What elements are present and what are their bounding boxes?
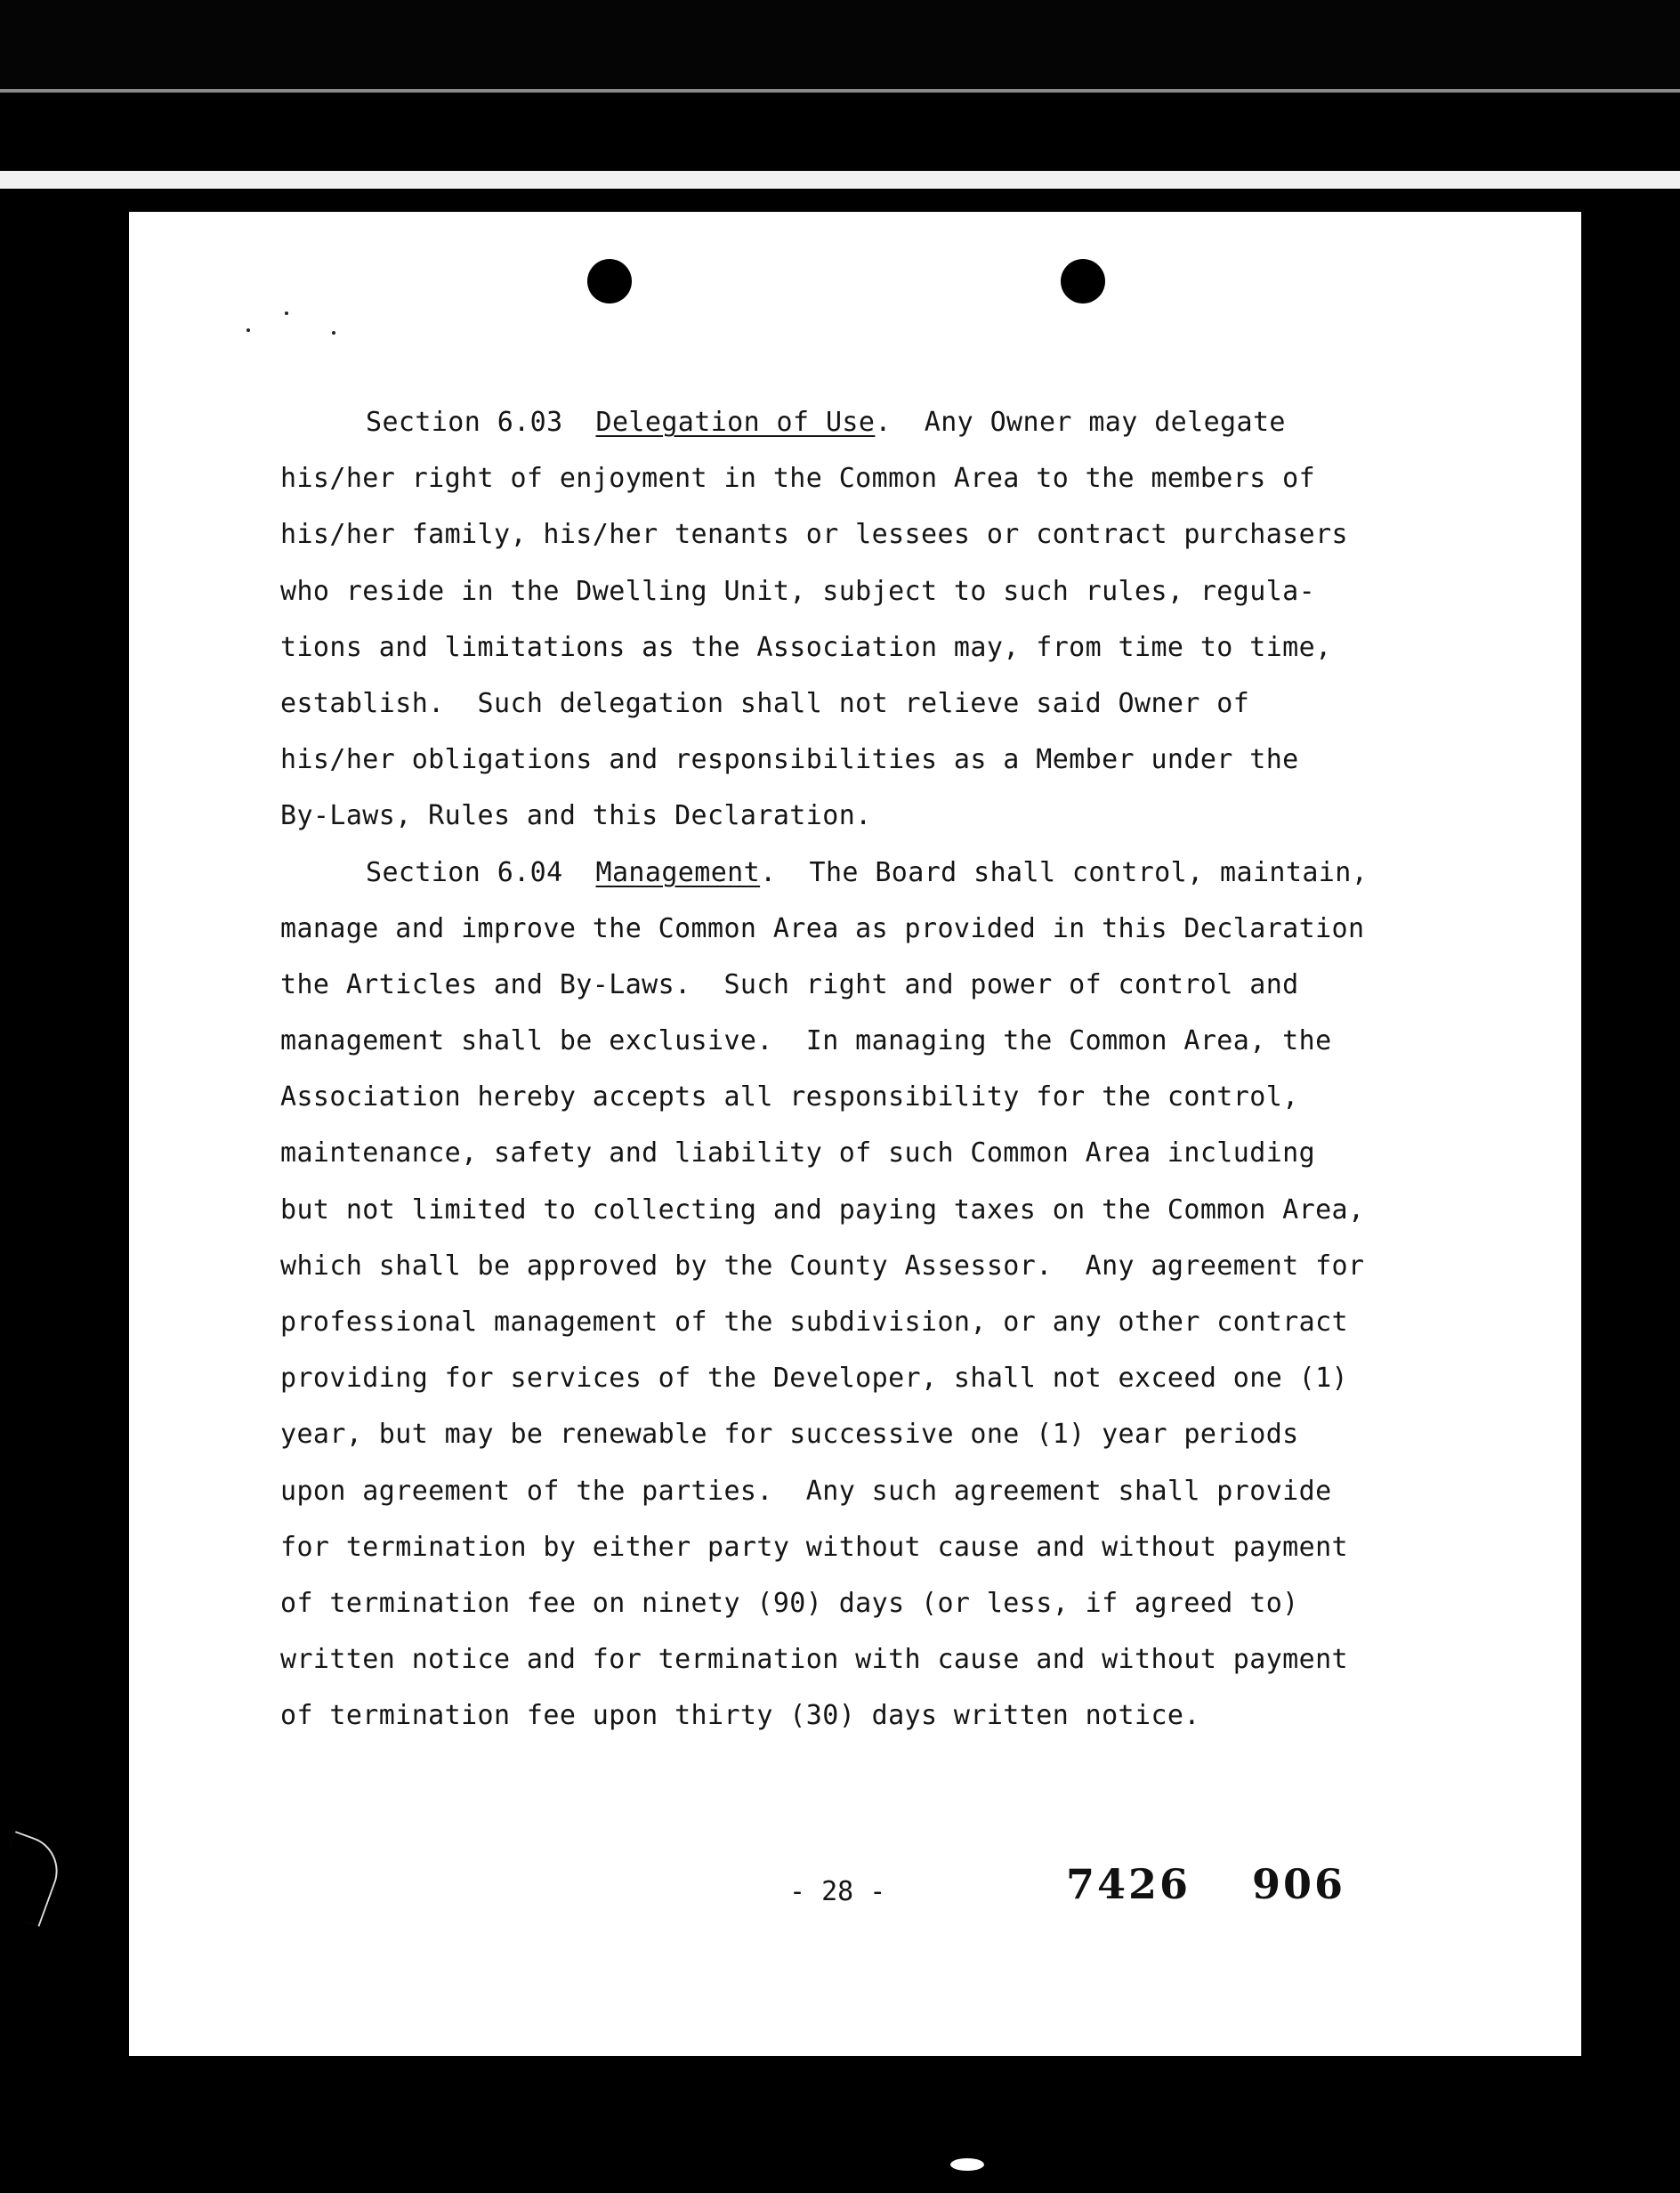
section-6-03-line: establish. Such delegation shall not relieve said Owner of bbox=[280, 687, 1250, 719]
section-6-03-label: Section 6.03 bbox=[366, 407, 563, 438]
scan-artifact bbox=[950, 2158, 984, 2171]
page-number: - 28 - bbox=[789, 1876, 886, 1907]
punch-hole-left bbox=[587, 259, 632, 303]
section-6-03-line: By-Laws, Rules and this Declaration. bbox=[280, 800, 872, 832]
section-6-04-line: Association hereby accepts all responsibility for the control, bbox=[280, 1081, 1299, 1113]
document-body bbox=[280, 394, 1562, 1744]
section-6-03-heading: Delegation of Use bbox=[595, 407, 876, 438]
scan-speck bbox=[246, 328, 250, 332]
section-6-03-first-line-text: . Any Owner may delegate bbox=[875, 407, 1286, 438]
section-6-04-line: written notice and for termination with cause and without payment bbox=[280, 1644, 1348, 1676]
scan-speck bbox=[285, 312, 288, 315]
scan-line-top bbox=[0, 89, 1680, 93]
section-6-04-first-line-text: . The Board shall control, maintain, bbox=[760, 856, 1369, 888]
punch-hole-right bbox=[1061, 259, 1105, 303]
section-6-04-line: for termination by either party without cause and without payment bbox=[280, 1531, 1348, 1563]
section-6-04-first-line bbox=[280, 845, 1562, 901]
section-6-04-heading: Management bbox=[595, 856, 761, 888]
section-6-03-first-line bbox=[280, 394, 1562, 450]
section-6-04-line: upon agreement of the parties. Any such agreement shall provide bbox=[280, 1475, 1332, 1507]
section-6-04-line: professional management of the subdivision, or any other contract bbox=[280, 1307, 1348, 1338]
section-6-04-line: management shall be exclusive. In managing the Common Area, the bbox=[280, 1025, 1332, 1057]
document-stamp-number: 906 bbox=[1252, 1860, 1346, 1908]
section-6-04-label: Section 6.04 bbox=[366, 856, 563, 888]
section-6-03-line: tions and limitations as the Association may, from time to time, bbox=[280, 631, 1332, 663]
section-6-04-line: manage and improve the Common Area as provided in this Declaration bbox=[280, 912, 1365, 944]
section-6-04-line: maintenance, safety and liability of such Common Area including bbox=[280, 1137, 1316, 1169]
scan-line-upper bbox=[0, 171, 1680, 189]
section-6-04-line: the Articles and By-Laws. Such right and power of control and bbox=[280, 968, 1299, 1000]
document-page bbox=[129, 212, 1581, 2056]
section-6-04-line: of termination fee on ninety (90) days (or less, if agreed to) bbox=[280, 1587, 1299, 1619]
section-6-04-line: of termination fee upon thirty (30) days written notice. bbox=[280, 1700, 1200, 1732]
section-6-03-line: his/her right of enjoyment in the Common Area to the members of bbox=[280, 463, 1316, 495]
scan-speck bbox=[332, 331, 335, 335]
section-6-04-line: but not limited to collecting and paying taxes on the Common Area, bbox=[280, 1194, 1365, 1226]
section-6-03-line: who reside in the Dwelling Unit, subject to such rules, regula- bbox=[280, 575, 1316, 607]
document-stamp-number: 7426 bbox=[1066, 1860, 1191, 1908]
scan-edge-mark bbox=[0, 1831, 68, 1927]
section-6-03-line: his/her obligations and responsibilities as a Member under the bbox=[280, 744, 1299, 776]
section-6-04-line: which shall be approved by the County Assessor. Any agreement for bbox=[280, 1250, 1365, 1282]
section-6-04-line: year, but may be renewable for successive one (1) year periods bbox=[280, 1419, 1299, 1451]
scan-top-band bbox=[0, 0, 1680, 89]
section-6-04-line: providing for services of the Developer, shall not exceed one (1) bbox=[280, 1363, 1348, 1395]
section-6-03-line: his/her family, his/her tenants or lessees or contract purchasers bbox=[280, 519, 1348, 551]
